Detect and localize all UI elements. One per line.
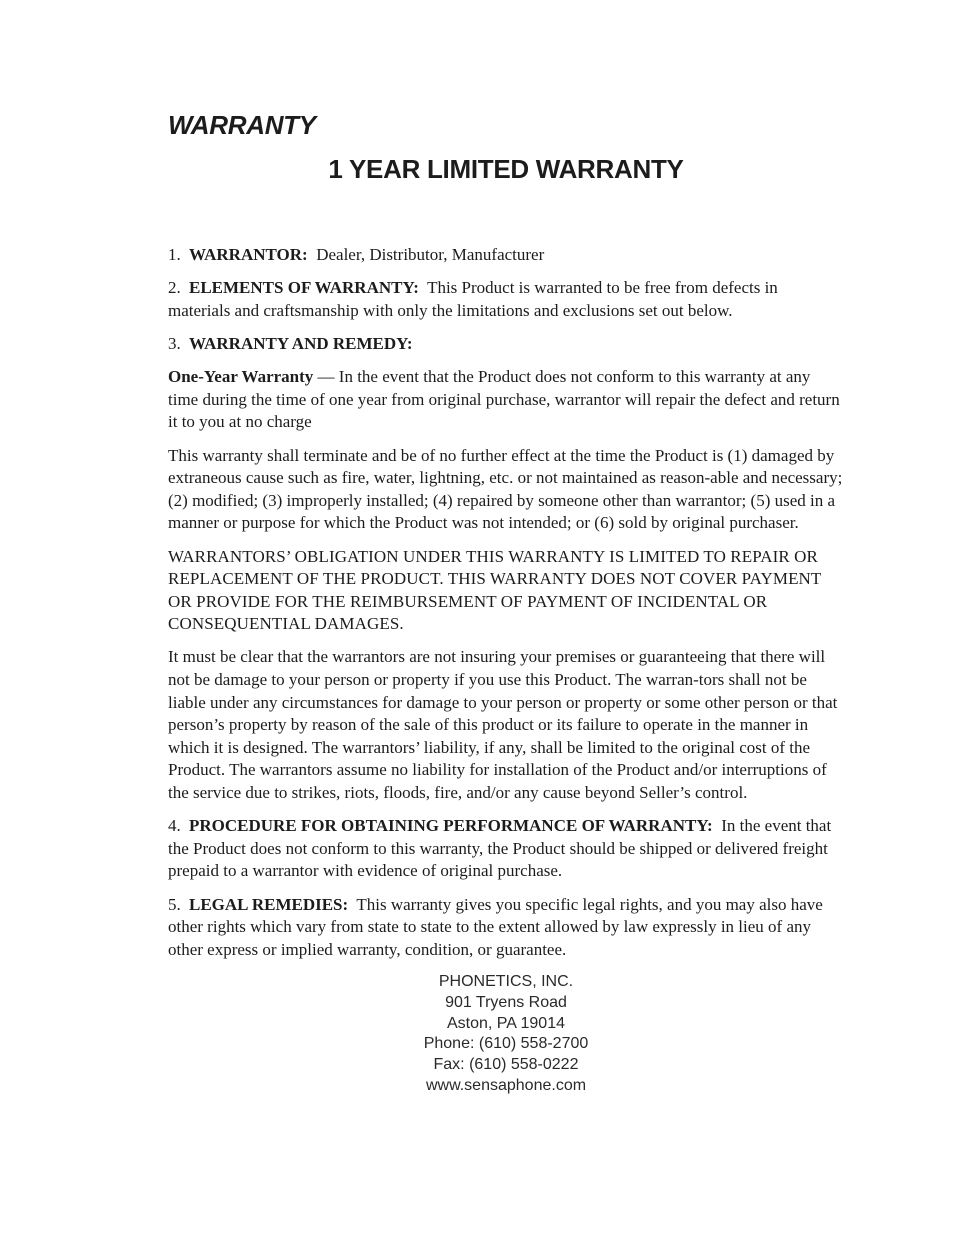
fax-number: Fax: (610) 558-0222	[433, 1056, 579, 1074]
section-text: This Product is warranted to be free from defects in materials and craftsmanship with only the limitations and exclusions set out below.	[168, 278, 778, 320]
section-number: 4.	[168, 816, 181, 836]
city-state-zip: Aston, PA 19014	[446, 1014, 565, 1032]
section-remedy	[168, 333, 844, 356]
one-year-text: — In the event that the Product does not conform to this warranty at any time during the time of one year from original purchase, warrantor will repair the defect and return it to you at no charge	[168, 367, 840, 432]
page-title: WARRANTY	[168, 110, 316, 140]
section-heading: WARRANTOR:	[189, 245, 308, 264]
section-heading: LEGAL REMEDIES:	[189, 894, 349, 914]
section-number: 3.	[168, 333, 181, 353]
section-heading: WARRANTY AND REMEDY:	[189, 333, 413, 353]
section-number: 1.	[168, 245, 181, 264]
section-procedure	[168, 815, 844, 883]
section-number: 2.	[168, 278, 181, 298]
warranty-page	[168, 108, 844, 1097]
warranty-body	[168, 244, 844, 961]
one-year-heading: One-Year Warranty	[168, 367, 314, 387]
section-text: In the event that the Product does not conform to this warranty, the Product should be shipped or delivered freight prepaid to a warrantor with evidence of original purchase.	[168, 816, 832, 881]
section-text: Dealer, Distributor, Manufacturer	[316, 245, 545, 264]
section-warrantor	[168, 244, 844, 267]
page-subtitle: 1 YEAR LIMITED WARRANTY	[328, 154, 684, 184]
obligation-paragraph: WARRANTORS’ OBLIGATION UNDER THIS WARRANTY IS LIMITED TO REPAIR OR REPLACEMENT OF THE PRODUCT. THIS WARRANTY DOES NOT COVER PAYMENT OR PROVIDE FOR THE REIMBURSEMENT OF PAYMENT OF INCIDENTAL OR CONSEQUENTIAL DAMAGES.	[168, 546, 822, 634]
liability-paragraph: It must be clear that the warrantors are not insuring your premises or guaranteeing that there will not be damage to your person or property if you use this Product. The warran-tors shall not be liable under any circumstances for damage to your person or property or some other person or that person’s property by reason of the sale of this product or its failure to operate in the manner in which it is designed. The warrantors’ liability, if any, shall be limited to the original cost of the Product. The warrantors assume no liability for installation of the Product and/or interruptions of the service due to strikes, riots, floods, fire, and/or any cause beyond Seller’s control.	[168, 647, 838, 803]
section-elements	[168, 277, 844, 322]
company-name: PHONETICS, INC.	[438, 972, 574, 990]
section-heading: ELEMENTS OF WARRANTY:	[189, 278, 419, 298]
section-text: This warranty gives you specific legal rights, and you may also have other rights which vary from state to state to the extent allowed by law expressly in lieu of any other express or implied warranty, condition, or guarantee.	[168, 894, 823, 959]
termination-paragraph: This warranty shall terminate and be of no further effect at the time the Product is (1) damaged by extraneous cause such as fire, water, lightning, etc. or not maintained as reason-able and necessary; (2) modified; (3) improperly installed; (4) repaired by someone other than warrantor; (5) used in a manner or purpose for which the Product was not intended; or (6) sold by original purchaser.	[168, 445, 843, 533]
section-heading: PROCEDURE FOR OBTAINING PERFORMANCE OF WARRANTY:	[189, 816, 713, 836]
street-address: 901 Tryens Road	[445, 993, 567, 1011]
website-url: www.sensaphone.com	[425, 1076, 587, 1094]
section-number: 5.	[168, 894, 181, 914]
section-legal-remedies	[168, 894, 844, 962]
company-address	[168, 972, 844, 1097]
one-year-warranty-paragraph	[168, 366, 844, 434]
phone-number: Phone: (610) 558-2700	[423, 1035, 589, 1053]
